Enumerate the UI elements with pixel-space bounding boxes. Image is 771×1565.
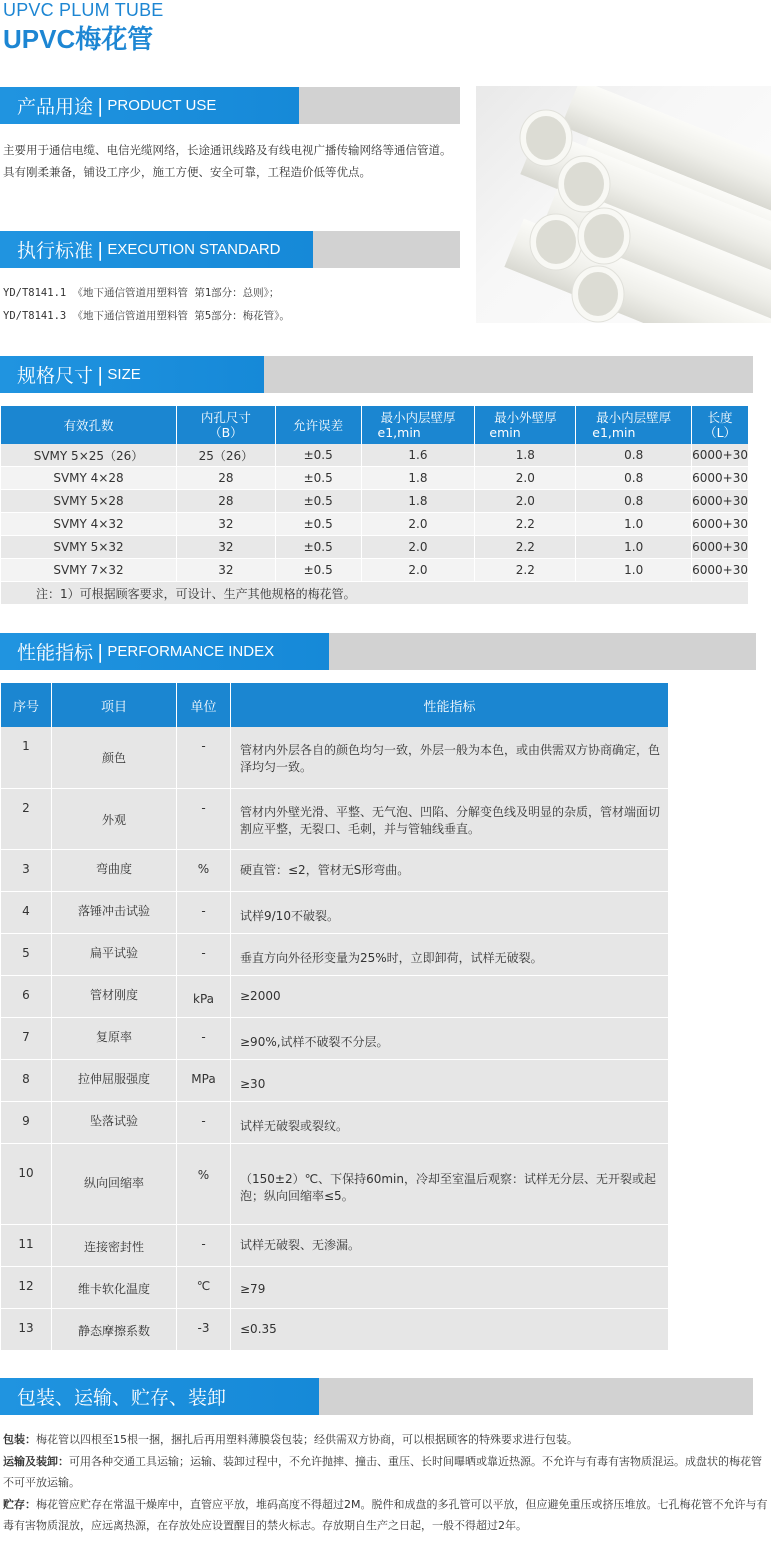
column-header bbox=[361, 406, 475, 444]
table-cell: 1.8 bbox=[361, 490, 475, 513]
column-header-line: e1,min bbox=[377, 425, 421, 440]
row-item: 纵向回缩率 bbox=[52, 1143, 177, 1224]
row-unit: - bbox=[177, 727, 231, 788]
row-number: 13 bbox=[1, 1308, 52, 1350]
row-number: 6 bbox=[1, 975, 52, 1017]
table-cell: 2.2 bbox=[475, 513, 576, 536]
packaging-text bbox=[3, 1429, 771, 1537]
table-cell: ±0.5 bbox=[275, 467, 361, 490]
size-table-header bbox=[1, 406, 749, 444]
table-cell: ±0.5 bbox=[275, 559, 361, 582]
table-cell: 6000+30 bbox=[692, 490, 749, 513]
table-cell: 6000+30 bbox=[692, 467, 749, 490]
heading-separator: | bbox=[97, 640, 104, 663]
row-spec: 管材内外层各自的颜色均匀一致，外层一般为本色，或由供需双方协商确定，色泽均匀一致。 bbox=[231, 727, 669, 788]
row-spec: 管材内外壁光滑、平整、无气泡、凹陷、分解变色线及明显的杂质，管材端面切割应平整，无裂口、毛刺，并与管轴线垂直。 bbox=[231, 788, 669, 849]
table-row bbox=[1, 727, 669, 788]
row-spec: 试样无破裂或裂纹。 bbox=[231, 1101, 669, 1143]
row-item: 拉伸屈服强度 bbox=[52, 1059, 177, 1101]
product-use-text: 主要用于通信电缆、电信光缆网络，长途通讯线路及有线电视广播传输网络等通信管道。具有刚柔兼备，铺设工序少，施工方便、安全可靠，工程造价低等优点。 bbox=[3, 143, 452, 179]
section-heading-en: SIZE bbox=[107, 366, 141, 383]
row-unit: -3 bbox=[177, 1308, 231, 1350]
section-heading-product-use bbox=[0, 87, 299, 124]
table-row bbox=[1, 1308, 669, 1350]
size-table-note: 注：1）可根据顾客要求，可设计、生产其他规格的梅花管。 bbox=[1, 582, 749, 605]
performance-table bbox=[1, 683, 669, 1351]
table-row bbox=[1, 891, 669, 933]
column-header bbox=[692, 406, 749, 444]
row-number: 3 bbox=[1, 849, 52, 891]
section-heading-execution-standard bbox=[0, 231, 313, 268]
heading-separator: | bbox=[97, 94, 104, 117]
table-cell: 2.0 bbox=[361, 559, 475, 582]
row-spec: ≥30 bbox=[231, 1059, 669, 1101]
transport-paragraph bbox=[3, 1451, 771, 1494]
table-row bbox=[1, 536, 749, 559]
standard-line-2: YD/T8141.3 《地下通信管道用塑料管 第5部分：梅花管》。 bbox=[3, 310, 290, 322]
row-unit: - bbox=[177, 933, 231, 975]
table-row bbox=[1, 849, 669, 891]
table-row bbox=[1, 975, 669, 1017]
row-item: 颜色 bbox=[52, 727, 177, 788]
section-bar-size bbox=[0, 356, 753, 393]
row-unit: MPa bbox=[177, 1059, 231, 1101]
row-item: 弯曲度 bbox=[52, 849, 177, 891]
row-item: 坠落试验 bbox=[52, 1101, 177, 1143]
table-row bbox=[1, 513, 749, 536]
page-title-en: UPVC PLUM TUBE bbox=[3, 0, 164, 20]
row-item: 管材刚度 bbox=[52, 975, 177, 1017]
section-heading-cn: 产品用途 bbox=[17, 96, 94, 118]
row-number: 12 bbox=[1, 1266, 52, 1308]
row-spec: 垂直方向外径形变量为25%时，立即卸荷，试样无破裂。 bbox=[231, 933, 669, 975]
table-cell: 2.0 bbox=[361, 513, 475, 536]
paragraph-label: 运输及装卸： bbox=[3, 1454, 69, 1468]
section-heading-en: EXECUTION STANDARD bbox=[107, 241, 281, 258]
table-cell: 2.2 bbox=[475, 559, 576, 582]
table-cell: SVMY 7×32 bbox=[1, 559, 177, 582]
column-header bbox=[177, 406, 276, 444]
size-table bbox=[1, 406, 749, 605]
table-cell: 2.2 bbox=[475, 536, 576, 559]
column-header bbox=[475, 406, 576, 444]
row-number: 7 bbox=[1, 1017, 52, 1059]
row-spec: （150±2）℃、下保持60min，冷却至室温后观察：试样无分层、无开裂或起泡；纵向回缩率≤5。 bbox=[231, 1143, 669, 1224]
table-cell: SVMY 4×28 bbox=[1, 467, 177, 490]
column-header-line: 长度 bbox=[707, 410, 733, 425]
section-bar-performance bbox=[0, 633, 756, 670]
table-cell: ±0.5 bbox=[275, 490, 361, 513]
table-cell: ±0.5 bbox=[275, 444, 361, 467]
table-row bbox=[1, 1224, 669, 1266]
row-item: 扁平试验 bbox=[52, 933, 177, 975]
paragraph-text: 梅花管以四根至15根一捆，捆扎后再用塑料薄膜袋包装；经供需双方协商，可以根据顾客的特殊要求进行包装。 bbox=[36, 1433, 578, 1446]
row-unit: kPa bbox=[177, 975, 231, 1017]
paragraph-label: 贮存： bbox=[3, 1497, 36, 1511]
section-heading-size bbox=[0, 356, 264, 393]
table-cell: ±0.5 bbox=[275, 513, 361, 536]
standard-line-1: YD/T8141.1 《地下通信管道用塑料管 第1部分：总则》； bbox=[3, 287, 280, 299]
section-heading-cn: 性能指标 bbox=[17, 642, 94, 664]
column-header: 序号 bbox=[1, 683, 52, 727]
table-cell: SVMY 5×28 bbox=[1, 490, 177, 513]
table-cell: 6000+30 bbox=[692, 559, 749, 582]
table-cell: 6000+30 bbox=[692, 444, 749, 467]
row-item: 外观 bbox=[52, 788, 177, 849]
section-heading-packaging bbox=[0, 1378, 319, 1415]
column-header bbox=[576, 406, 692, 444]
table-row bbox=[1, 1143, 669, 1224]
performance-table-header bbox=[1, 683, 669, 727]
row-spec: 试样9/10不破裂。 bbox=[231, 891, 669, 933]
page-title: UPVC梅花管 bbox=[3, 24, 154, 54]
table-cell: 1.8 bbox=[475, 444, 576, 467]
table-row bbox=[1, 1101, 669, 1143]
column-header: 项目 bbox=[52, 683, 177, 727]
row-unit: - bbox=[177, 1224, 231, 1266]
table-cell: 6000+30 bbox=[692, 536, 749, 559]
row-spec: 试样无破裂、无渗漏。 bbox=[231, 1224, 669, 1266]
row-item: 维卡软化温度 bbox=[52, 1266, 177, 1308]
column-header-line: emin bbox=[489, 425, 521, 440]
table-row bbox=[1, 467, 749, 490]
heading-separator: | bbox=[97, 363, 104, 386]
row-item: 落锤冲击试验 bbox=[52, 891, 177, 933]
section-bar-packaging bbox=[0, 1378, 753, 1415]
column-header: 允许误差 bbox=[275, 406, 361, 444]
table-row bbox=[1, 1017, 669, 1059]
packaging-paragraph bbox=[3, 1429, 771, 1451]
section-heading-cn: 包装、运输、贮存、装卸 bbox=[17, 1387, 227, 1409]
table-cell: 1.0 bbox=[576, 559, 692, 582]
table-cell: 2.0 bbox=[475, 490, 576, 513]
row-spec: ≥2000 bbox=[231, 975, 669, 1017]
row-spec: ≥90%,试样不破裂不分层。 bbox=[231, 1017, 669, 1059]
row-number: 8 bbox=[1, 1059, 52, 1101]
column-header: 单位 bbox=[177, 683, 231, 727]
table-cell: 32 bbox=[177, 536, 276, 559]
section-heading-cn: 规格尺寸 bbox=[17, 365, 94, 387]
table-cell: 32 bbox=[177, 559, 276, 582]
section-heading-en: PRODUCT USE bbox=[107, 97, 217, 114]
table-cell: 1.0 bbox=[576, 536, 692, 559]
row-unit: - bbox=[177, 891, 231, 933]
row-unit: % bbox=[177, 849, 231, 891]
table-row bbox=[1, 1059, 669, 1101]
section-heading-cn: 执行标准 bbox=[17, 240, 94, 262]
table-cell: ±0.5 bbox=[275, 536, 361, 559]
row-number: 1 bbox=[1, 727, 52, 788]
table-cell: 2.0 bbox=[361, 536, 475, 559]
heading-separator: | bbox=[97, 238, 104, 261]
plum-tube-illustration bbox=[476, 86, 771, 323]
column-header-line: e1,min bbox=[592, 425, 636, 440]
row-unit: - bbox=[177, 788, 231, 849]
column-header: 性能指标 bbox=[231, 683, 669, 727]
section-bar-product-use bbox=[0, 87, 460, 124]
table-cell: 28 bbox=[177, 490, 276, 513]
column-header-line: （B） bbox=[209, 425, 243, 440]
table-row bbox=[1, 490, 749, 513]
row-number: 10 bbox=[1, 1143, 52, 1224]
table-cell: 1.0 bbox=[576, 513, 692, 536]
column-header-line: 最小内层壁厚 bbox=[596, 410, 672, 425]
column-header-line: （L） bbox=[704, 425, 737, 440]
table-cell: 6000+30 bbox=[692, 513, 749, 536]
paragraph-text: 梅花管应贮存在常温干燥库中，直管应平放，堆码高度不得超过2M。脱件和成盘的多孔管可以平放，但应避免重压或挤压堆放。七孔梅花管不允许与有毒有害物质混放，应远离热源，在存放处应设置醒目的禁火标志。存放期自生产之日起，一般不得超过2年。 bbox=[3, 1497, 768, 1532]
column-header-line: 最小外壁厚 bbox=[494, 410, 557, 425]
row-item: 静态摩擦系数 bbox=[52, 1308, 177, 1350]
table-cell: 0.8 bbox=[576, 490, 692, 513]
row-number: 9 bbox=[1, 1101, 52, 1143]
table-cell: 32 bbox=[177, 513, 276, 536]
table-row bbox=[1, 1266, 669, 1308]
table-row bbox=[1, 933, 669, 975]
column-header: 有效孔数 bbox=[1, 406, 177, 444]
row-unit: - bbox=[177, 1017, 231, 1059]
table-cell: 25（26） bbox=[177, 444, 276, 467]
row-number: 2 bbox=[1, 788, 52, 849]
table-note-row bbox=[1, 582, 749, 605]
row-unit: ℃ bbox=[177, 1266, 231, 1308]
table-cell: SVMY 5×32 bbox=[1, 536, 177, 559]
table-cell: 1.6 bbox=[361, 444, 475, 467]
table-row bbox=[1, 444, 749, 467]
table-cell: SVMY 5×25（26） bbox=[1, 444, 177, 467]
row-unit: % bbox=[177, 1143, 231, 1224]
table-cell: 0.8 bbox=[576, 444, 692, 467]
section-heading-performance bbox=[0, 633, 329, 670]
row-item: 复原率 bbox=[52, 1017, 177, 1059]
row-item: 连接密封性 bbox=[52, 1224, 177, 1266]
row-number: 5 bbox=[1, 933, 52, 975]
table-cell: SVMY 4×32 bbox=[1, 513, 177, 536]
row-number: 4 bbox=[1, 891, 52, 933]
table-cell: 0.8 bbox=[576, 467, 692, 490]
row-number: 11 bbox=[1, 1224, 52, 1266]
row-spec: ≥79 bbox=[231, 1266, 669, 1308]
section-heading-en: PERFORMANCE INDEX bbox=[107, 643, 275, 660]
product-photo bbox=[476, 86, 771, 323]
storage-paragraph bbox=[3, 1494, 771, 1537]
column-header-line: 最小内层壁厚 bbox=[380, 410, 456, 425]
paragraph-text: 可用各种交通工具运输；运输、装卸过程中，不允许抛摔、撞击、重压、长时间曝晒或靠近热源。不允许与有毒有害物质混运。成盘状的梅花管不可平放运输。 bbox=[3, 1454, 762, 1489]
table-cell: 1.8 bbox=[361, 467, 475, 490]
column-header-line: 内孔尺寸 bbox=[200, 410, 251, 425]
paragraph-label: 包装： bbox=[3, 1433, 36, 1446]
row-unit: - bbox=[177, 1101, 231, 1143]
table-row bbox=[1, 788, 669, 849]
section-bar-execution-standard bbox=[0, 231, 460, 268]
table-cell: 28 bbox=[177, 467, 276, 490]
row-spec: 硬直管：≤2，管材无S形弯曲。 bbox=[231, 849, 669, 891]
table-row bbox=[1, 559, 749, 582]
row-spec: ≤0.35 bbox=[231, 1308, 669, 1350]
table-cell: 2.0 bbox=[475, 467, 576, 490]
